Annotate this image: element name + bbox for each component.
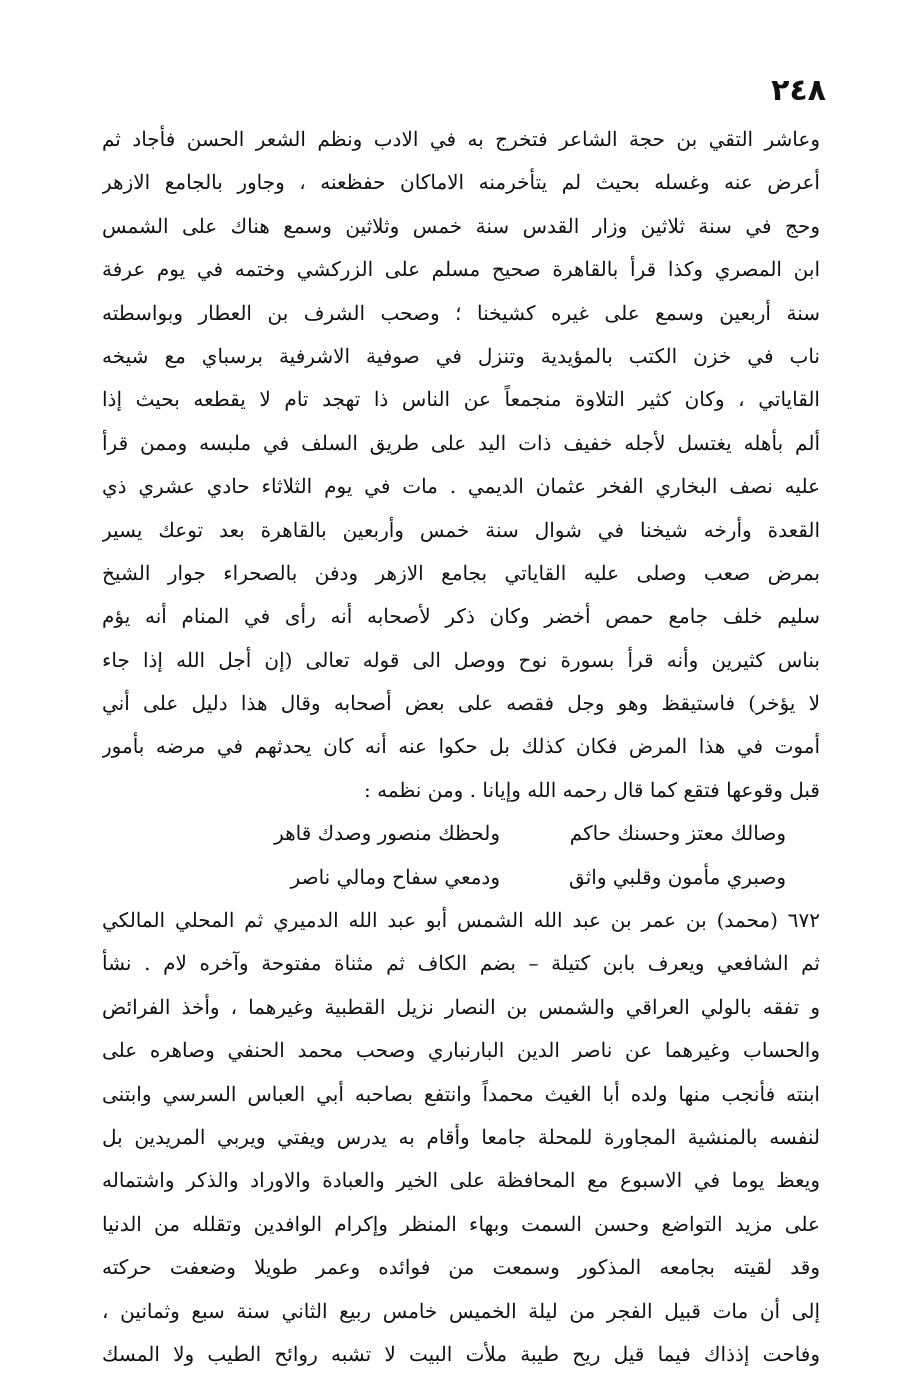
text-line: وفاحت إذذاك فيما قيل ريح طيبة ملأت البيت لا تشبه روائح الطيب ولا المسك: [102, 1341, 820, 1366]
text-line: سنة أربعين وسمع على غيره كشيخنا ؛ وصحب الشرف بن العطار وبواسطته: [102, 300, 820, 325]
text-line: القاياتي ، وكان كثير التلاوة منجمعاً عن الناس ذا تهجد تام لا يقطعه بحيث إذا: [102, 387, 820, 412]
text-line: وحج في سنة ثلاثين وزار القدس سنة خمس وثلاثين وسمع هناك على الشمس: [102, 213, 820, 238]
text-line: على مزيد التواضع وحسن السمت وبهاء المنظر وإكرام الوافدين وتقلله من الدنيا: [102, 1211, 820, 1236]
text-line: وعاشر التقي بن حجة الشاعر فتخرج به في الادب ونظم الشعر الحسن فأجاد ثم: [102, 127, 820, 151]
text-line: القعدة وأرخه شيخنا في شوال سنة خمس وأربعين بالقاهرة بعد توعك يسير: [102, 517, 820, 542]
entry-heading-line: ٦٧٢ (محمد) بن عمر بن عبد الله الشمس أبو عبد الله الدميري ثم المحلي المالكي: [102, 908, 820, 933]
text-line: بمرض صعب وصلى عليه القاياتي بجامع الازهر ودفن بالصحراء جوار الشيخ: [102, 560, 820, 585]
text-line: ويعظ يوما في الاسبوع مع المحافظة على الخير والعبادة والاوراد والذكر واشتماله: [102, 1168, 820, 1193]
text-line: والحساب وغيرهما عن ناصر الدين البارنباري وصحب محمد الحنفي وصاهره على: [102, 1038, 820, 1063]
text-line: إلى أن مات قبيل الفجر من ليلة الخميس خامس ربيع الثاني سنة سبع وثمانين ،: [102, 1298, 820, 1323]
page-number: ٢٤٨: [771, 73, 826, 108]
text-line: ابنته فأنجب منها ولده أبا الغيث محمداً وانتفع بصاحبه أبي العباس السرسي وابتنى: [102, 1081, 820, 1106]
poem-verse: [102, 856, 820, 899]
body-text: [102, 118, 820, 1376]
poem-verse: [102, 812, 820, 855]
text-line: و تفقه بالولي العراقي والشمس بن النصار نزيل القطبية وغيرهما ، وأخذ الفرائض: [102, 994, 820, 1019]
poem-first-hemistich: وصالك معتز وحسنك حاكم: [569, 821, 786, 846]
text-line: ابن المصري وكذا قرأ بالقاهرة صحيح مسلم على الزركشي وختمه في يوم عرفة: [102, 257, 820, 282]
text-line: ناب في خزن الكتب بالمؤيدية وتنزل في صوفية الاشرفية برسباي مع شيخه: [102, 343, 820, 368]
text-line: أعرض عنه وغسله بحيث لم يتأخرمنه الاماكان حفظعنه ، وجاور بالجامع الازهر: [102, 170, 820, 195]
text-line: بناس كثيرين وأنه قرأ بسورة نوح ووصل الى قوله تعالى (إن أجل الله إذا جاء: [102, 647, 820, 672]
text-line: أموت في هذا المرض فكان كذلك بل حكوا عنه أنه كان يحدثهم في مرضه بأمور: [102, 734, 820, 759]
text-line: قبل وقوعها فتقع كما قال رحمه الله وإيانا . ومن نظمه :: [364, 777, 820, 802]
text-line: سليم خلف جامع حمص أخضر وكان ذكر لأصحابه أنه رأى في المنام أنه يؤم: [102, 604, 820, 629]
text-line: ألم بأهله يغتسل لأجله خفيف ذات اليد على طريق السلف في ملبسه وممن قرأ: [102, 430, 820, 455]
text-line: وقد لقيته بجامعه المذكور وسمعت من فوائده وعمر طويلا وضعفت حركته: [102, 1255, 820, 1280]
poem-second-hemistich: ولحظك منصور وصدك قاهر: [274, 821, 500, 846]
poem-second-hemistich: ودمعي سفاح ومالي ناصر: [290, 864, 500, 889]
text-line: ثم الشافعي ويعرف بابن كتيلة – بضم الكاف ثم مثناة مفتوحة وآخره لام . نشأ: [102, 951, 820, 976]
text-line: لا يؤخر) فاستيقظ وهو وجل فقصه على بعض أصحابه وقال هذا دليل على أني: [102, 691, 820, 716]
text-line: لنفسه بالمنشية المجاورة للمحلة جامعا وأقام به يدرس ويفتي ويربي المريدين بل: [102, 1124, 820, 1149]
text-line: عليه نصف البخاري الفخر عثمان الديمي . مات في يوم الثلاثاء حادي عشري ذي: [102, 474, 820, 499]
poem-first-hemistich: وصبري مأمون وقلبي واثق: [569, 864, 786, 889]
